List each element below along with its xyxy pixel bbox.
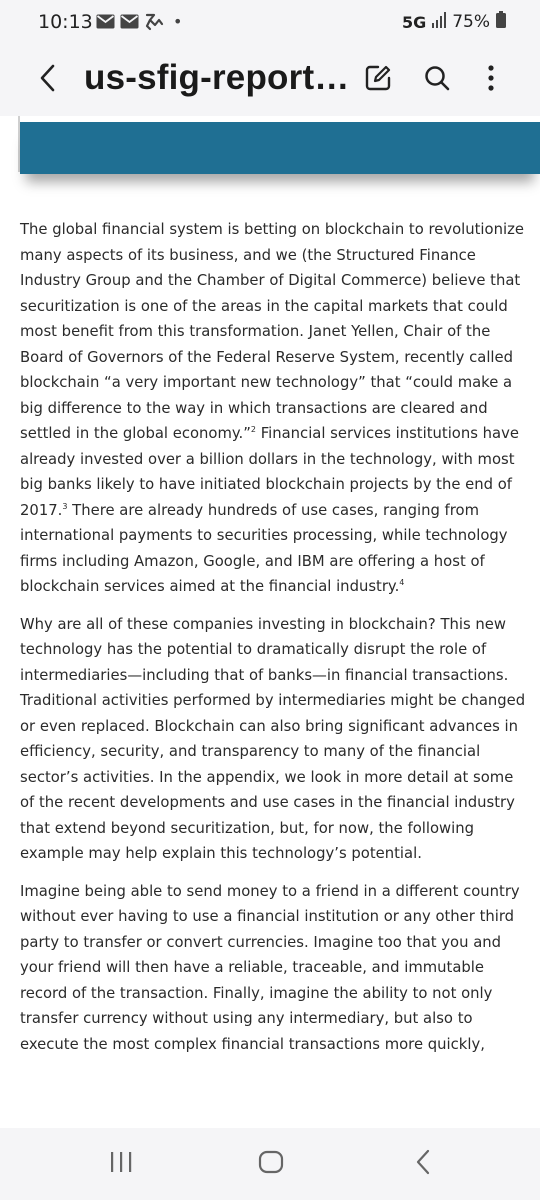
paragraph (20, 612, 530, 867)
recent-apps-button[interactable] (96, 1144, 146, 1184)
search-button[interactable] (417, 60, 457, 100)
footnote-ref[interactable]: 3 (62, 501, 68, 511)
paragraph-text: Why are all of these companies investing in blockchain? This new technology has the potential to dramatically disrupt the role of intermediaries—including that of banks—in financial transactions. Traditional activities performed by intermediaries might be changed or even replaced. Blockchain can also bring significant advances in efficiency, security, and transparency to many of the financial sector’s activities. In the appendix, we look in more detail at some of the recent developments and use cases in the financial industry that extend beyond securitization, but, for now, the following example may help explain this technology’s potential. (20, 615, 526, 862)
battery-icon (496, 11, 506, 33)
document-body (20, 217, 530, 1069)
paragraph-text: The global financial system is betting on blockchain to revolutionize many aspects of its business, and we (the Structured Finance Industry Group and the Chamber of Digital Commerce) believe that securitization is one of the areas in the capital markets that could most benefit from this transformation. Janet Yellen, Chair of the Board of Governors of the Federal Reserve System, recently called blockchain “a very important new technology” that “could make a big difference to the way in which transactions are cleared and settled in the global economy.” (20, 221, 524, 442)
paragraph-text: Imagine being able to send money to a friend in a different country without ever having to use a financial institution or any other third party to transfer or convert currencies. Imagine too that you and your friend will then have a reliable, traceable, and immutable record of the transaction. Finally, imagine the ability to not only transfer currency without using any intermediary, but also to execute the most complex financial transactions more quickly, (20, 882, 520, 1053)
app-bar (0, 44, 540, 116)
system-back-button[interactable] (398, 1144, 448, 1184)
notification-dot: • (173, 12, 183, 31)
footnote-ref[interactable]: 4 (399, 578, 405, 587)
search-icon (423, 64, 451, 97)
navigation-bar (0, 1128, 540, 1200)
mail-icon (120, 14, 139, 29)
status-right (402, 11, 506, 33)
accessibility-icon (144, 13, 164, 31)
back-icon (415, 1149, 431, 1180)
signal-icon (432, 12, 446, 33)
network-type: 5G (401, 12, 427, 32)
back-arrow-icon (38, 63, 58, 98)
paragraph (20, 879, 530, 1058)
paragraph (20, 217, 530, 600)
mail-icon (96, 14, 115, 29)
home-icon (258, 1150, 284, 1179)
notification-icons (96, 12, 182, 31)
home-button[interactable] (246, 1144, 296, 1184)
recent-apps-icon (108, 1151, 134, 1178)
battery-percent: 75% (452, 12, 490, 32)
footnote-ref[interactable]: 2 (250, 425, 256, 434)
paragraph-text: Financial services institutions have already invested over a billion dollars in the technology, with most big banks likely to have initiated blockchain projects by the end of 2017. (20, 425, 519, 519)
more-options-button[interactable] (471, 60, 511, 100)
back-button[interactable] (28, 60, 68, 100)
edit-button[interactable] (358, 60, 398, 100)
document-title: us-sfig-report… (84, 58, 350, 97)
more-vert-icon (487, 65, 495, 96)
document-viewer[interactable] (0, 116, 540, 1128)
page-banner (20, 122, 540, 174)
edit-icon (364, 64, 392, 97)
status-time: 10:13 (38, 11, 93, 33)
status-bar (0, 0, 540, 44)
paragraph-text: There are already hundreds of use cases, ranging from international payments to securities processing, while technology firms including Amazon, Google, and IBM are offering a host of blockchain services aimed at the financial industry. (20, 501, 508, 595)
